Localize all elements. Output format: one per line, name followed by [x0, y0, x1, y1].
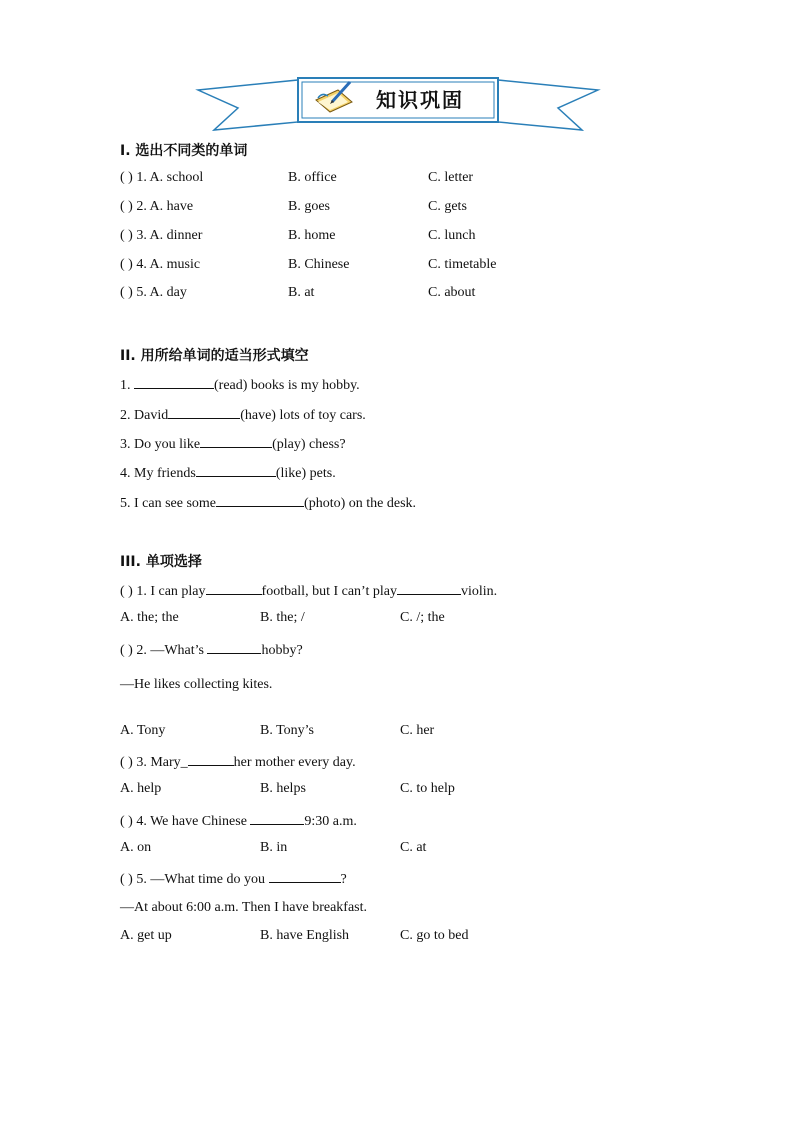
s2-q3-blank[interactable] [200, 433, 272, 448]
s2-q2-blank[interactable] [168, 404, 240, 419]
s3-q2-post: hobby? [261, 643, 303, 658]
s2-q1-blank[interactable] [134, 374, 214, 389]
s3-q5-blank[interactable] [269, 868, 341, 883]
s3-q2-stem [120, 639, 303, 660]
s3-q1-option-a: A. the; the [120, 610, 179, 625]
s1-q1-option-c: C. letter [428, 170, 474, 185]
s3-q5-pre: ( ) 5. —What time do you [120, 872, 269, 887]
s2-q3-pre: 3. Do you like [120, 437, 201, 452]
s3-q4-pre: ( ) 4. We have Chinese [120, 814, 251, 829]
s2-q3 [120, 433, 346, 454]
s3-q5-stem [120, 868, 347, 889]
s1-q3-option-c: C. lunch [428, 228, 476, 243]
s3-q4-option-c: C. at [400, 840, 427, 855]
s3-q2-option-b: B. Tony’s [260, 723, 314, 738]
s1-q1-option-b: B. office [288, 170, 337, 185]
s3-q3-option-a: A. help [120, 781, 162, 796]
s1-q4-option-c: C. timetable [428, 257, 497, 272]
s3-q4-blank[interactable] [250, 810, 304, 825]
s3-q5-option-a: A. get up [120, 928, 172, 943]
s1-q4-option-b: B. Chinese [288, 257, 350, 272]
s2-q2-pre: 2. David [120, 408, 169, 423]
s2-q2-post: (have) lots of toy cars. [240, 408, 366, 423]
banner-title: 知识巩固 [376, 88, 464, 112]
s3-q3-stem [120, 751, 356, 772]
s3-q1-option-b: B. the; / [260, 610, 305, 625]
s3-q5-reply: —At about 6:00 a.m. Then I have breakfast. [120, 900, 368, 915]
s3-q1-post: violin. [460, 584, 498, 599]
s3-q2-reply: —He likes collecting kites. [120, 677, 273, 692]
s3-q4-option-b: B. in [260, 840, 288, 855]
s3-q3-option-b: B. helps [260, 781, 306, 796]
s1-q2-option-c: C. gets [428, 199, 467, 214]
s1-q4-stem: ( ) 4. A. music [120, 257, 201, 272]
s3-q2-option-c: C. her [400, 723, 435, 738]
s1-q5-option-c: C. about [428, 285, 476, 300]
s3-q4-option-a: A. on [120, 840, 152, 855]
s1-q2-option-b: B. goes [288, 199, 330, 214]
s1-q2-stem: ( ) 2. A. have [120, 199, 194, 214]
s2-q1 [120, 374, 360, 395]
s1-q5-stem: ( ) 5. A. day [120, 285, 187, 300]
s3-q3-post: her mother every day. [233, 755, 356, 770]
s3-q5-option-b: B. have English [260, 928, 350, 943]
s3-q1-mid: football, but I can’t play [261, 584, 397, 599]
s1-q5-option-b: B. at [288, 285, 315, 300]
s2-q2 [120, 404, 366, 425]
s2-q3-post: (play) chess? [272, 437, 346, 452]
s3-q5-post: ? [340, 872, 347, 887]
s2-q5-post: (photo) on the desk. [304, 496, 417, 511]
s3-q4-stem [120, 810, 357, 831]
s3-q3-option-c: C. to help [400, 781, 455, 796]
s3-q2-blank[interactable] [207, 639, 261, 654]
s3-q1-pre: ( ) 1. I can play [120, 584, 206, 599]
s3-q1-option-c: C. /; the [400, 610, 445, 625]
s2-q4-post: (like) pets. [275, 466, 336, 481]
s2-q1-pre: 1. [120, 378, 134, 393]
s3-q1-blank-1[interactable] [206, 580, 262, 595]
s2-q4-pre: 4. My friends [120, 466, 196, 481]
s1-q3-option-b: B. home [288, 228, 336, 243]
s2-q4-blank[interactable] [196, 462, 276, 477]
s3-q3-blank[interactable] [188, 751, 234, 766]
s3-q4-post: 9:30 a.m. [304, 814, 357, 829]
s3-q2-pre: ( ) 2. —What’s [120, 643, 208, 658]
section-2-title: II. 用所给单词的适当形式填空 [120, 348, 309, 364]
s2-q5 [120, 492, 416, 513]
section-1-title: I. 选出不同类的单词 [120, 143, 248, 159]
s1-q3-stem: ( ) 3. A. dinner [120, 228, 203, 243]
s3-q5-option-c: C. go to bed [400, 928, 469, 943]
section-3-title: III. 单项选择 [120, 554, 202, 570]
s2-q5-pre: 5. I can see some [120, 496, 217, 511]
s3-q2-option-a: A. Tony [120, 723, 166, 738]
s2-q4 [120, 462, 336, 483]
s1-q1-stem: ( ) 1. A. school [120, 170, 204, 185]
s3-q1-blank-2[interactable] [397, 580, 461, 595]
s3-q3-pre: ( ) 3. Mary_ [120, 755, 188, 770]
s2-q1-post: (read) books is my hobby. [214, 378, 360, 393]
s2-q5-blank[interactable] [216, 492, 304, 507]
writing-pen-icon [312, 80, 356, 114]
s3-q1-stem [120, 580, 497, 601]
